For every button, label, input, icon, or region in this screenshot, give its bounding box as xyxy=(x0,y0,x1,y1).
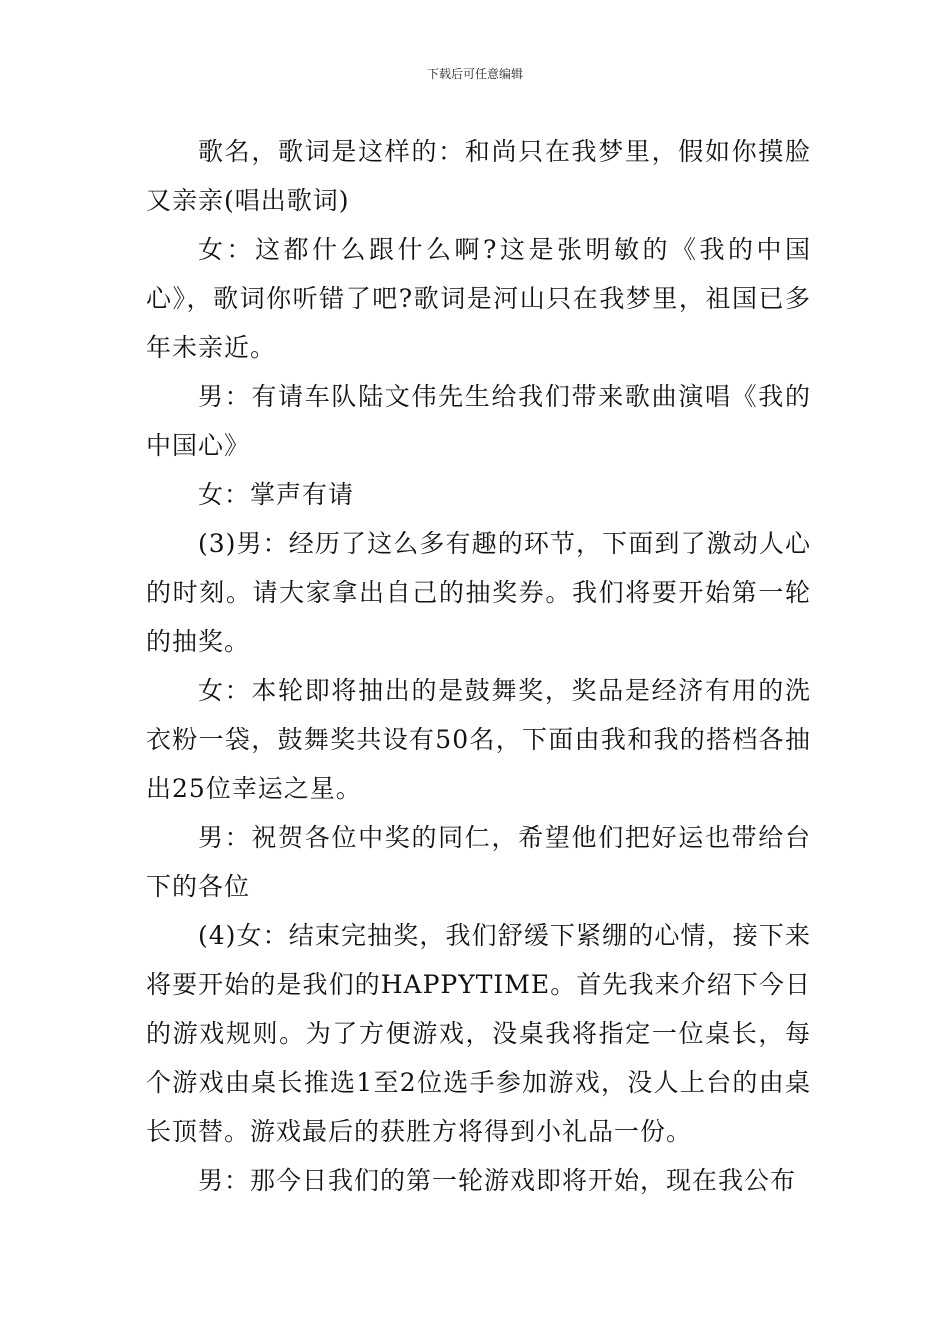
document-body xyxy=(146,127,811,1205)
paragraph: (4)女：结束完抽奖，我们舒缓下紧绷的心情，接下来将要开始的是我们的HAPPYTIME。首先我来介绍下今日的游戏规则。为了方便游戏，没桌我将指定一位桌长，每个游戏由桌长推选1至2位选手参加游戏，没人上台的由桌长顶替。游戏最后的获胜方将得到小礼品一份。 xyxy=(146,921,811,1146)
paragraph: 女：这都什么跟什么啊?这是张明敏的《我的中国心》，歌词你听错了吧?歌词是河山只在我梦里，祖国已多年未亲近。 xyxy=(146,235,811,362)
paragraph: (3)男：经历了这么多有趣的环节，下面到了激动人心的时刻。请大家拿出自己的抽奖券。我们将要开始第一轮的抽奖。 xyxy=(146,529,811,656)
paragraph: 歌名，歌词是这样的：和尚只在我梦里，假如你摸脸又亲亲(唱出歌词) xyxy=(146,137,811,215)
page-header-note: 下载后可任意编辑 xyxy=(426,67,523,81)
paragraph: 男：有请车队陆文伟先生给我们带来歌曲演唱《我的中国心》 xyxy=(146,382,811,460)
paragraph: 女：本轮即将抽出的是鼓舞奖，奖品是经济有用的洗衣粉一袋，鼓舞奖共设有50名，下面由我和我的搭档各抽出25位幸运之星。 xyxy=(146,676,811,803)
paragraph: 女：掌声有请 xyxy=(198,480,355,509)
paragraph: 男：祝贺各位中奖的同仁，希望他们把好运也带给台下的各位 xyxy=(146,823,811,901)
paragraph: 男：那今日我们的第一轮游戏即将开始，现在我公布 xyxy=(198,1166,797,1195)
